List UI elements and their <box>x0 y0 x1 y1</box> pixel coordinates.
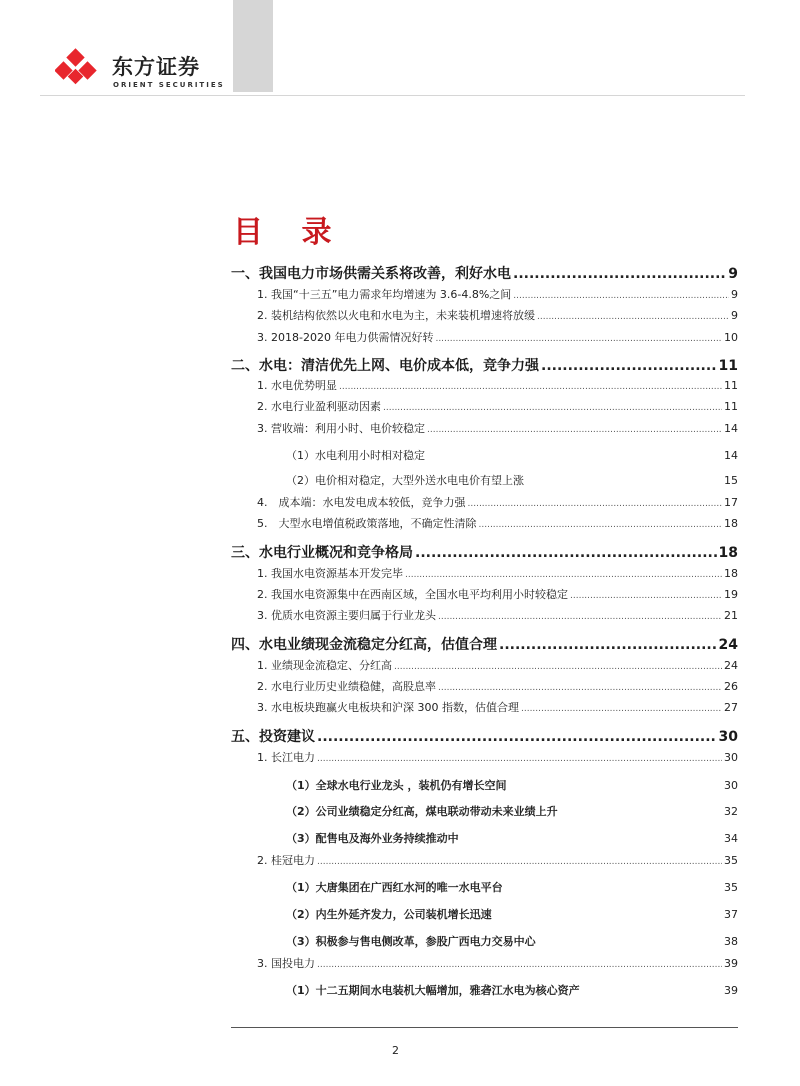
toc-entry-label: 一、我国电力市场供需关系将改善，利好水电 <box>231 266 511 282</box>
toc-entry-label: 3. 国投电力 <box>257 957 315 970</box>
toc-page-number: 14 <box>724 422 738 435</box>
toc-page-number: 35 <box>724 881 738 894</box>
toc-entry-label: 2. 水电行业盈利驱动因素 <box>257 400 381 413</box>
toc-entry-label: 1. 我国水电资源基本开发完毕 <box>257 567 403 580</box>
toc-page-number: 21 <box>724 609 738 622</box>
toc-leader-dots <box>339 382 722 392</box>
toc-section[interactable] <box>231 542 738 562</box>
toc-entry-label: 5. 大型水电增值税政策落地，不确定性清除 <box>257 517 477 530</box>
toc-entry-label: 五、投资建议 <box>231 729 315 745</box>
toc-leader-dots <box>317 754 722 764</box>
toc-leader-dots <box>513 291 729 301</box>
toc-item[interactable] <box>286 472 738 488</box>
toc-section[interactable] <box>231 634 738 654</box>
toc-page-number: 24 <box>718 637 738 653</box>
toc-page-number: 38 <box>724 935 738 948</box>
toc-item[interactable] <box>286 447 738 463</box>
toc-entry-label: （1）全球水电行业龙头 ，装机仍有增长空间 <box>286 779 507 792</box>
orient-securities-logo <box>55 47 225 92</box>
toc-entry-label: 2. 水电行业历史业绩稳健，高股息率 <box>257 680 436 693</box>
toc-leader-dots <box>570 591 722 601</box>
toc-subsection[interactable] <box>257 657 738 673</box>
toc-page-number: 9 <box>731 288 738 301</box>
toc-subsection[interactable] <box>257 678 738 694</box>
logo-mark-icon <box>55 47 103 87</box>
toc-entry-label: （2）公司业绩稳定分红高，煤电联动带动未来业绩上升 <box>286 805 558 818</box>
toc-leader-dots <box>435 334 722 344</box>
toc-leader-dots <box>479 520 723 530</box>
toc-subsection[interactable] <box>257 494 738 510</box>
toc-subsection[interactable] <box>257 515 738 531</box>
footer-rule <box>231 1027 738 1028</box>
toc-leader-dots <box>468 499 723 509</box>
toc-item[interactable] <box>286 830 738 846</box>
toc-leader-dots <box>427 425 722 435</box>
toc-entry-label: （2）电价相对稳定，大型外送水电电价有望上涨 <box>286 474 524 487</box>
toc-section[interactable] <box>231 263 738 283</box>
toc-item[interactable] <box>286 777 738 793</box>
toc-entry-label: （1）十二五期间水电装机大幅增加，雅砻江水电为核心资产 <box>286 984 580 997</box>
page-number: 2 <box>392 1044 399 1057</box>
toc-page-number: 27 <box>724 701 738 714</box>
toc-page-number: 32 <box>724 805 738 818</box>
toc-section[interactable] <box>231 726 738 746</box>
toc-entry-label: 3. 水电板块跑赢火电板块和沪深 300 指数，估值合理 <box>257 701 519 714</box>
toc-page-number: 18 <box>718 545 738 561</box>
toc-leader-dots <box>438 612 722 622</box>
toc-leader-dots <box>521 704 722 714</box>
toc-page-number: 9 <box>728 266 738 282</box>
toc-subsection[interactable] <box>257 955 738 971</box>
toc-entry-label: 2. 装机结构依然以火电和水电为主，未来装机增速将放缓 <box>257 309 535 322</box>
toc-page-number: 34 <box>724 832 738 845</box>
toc-entry-label: 2. 桂冠电力 <box>257 854 315 867</box>
toc-leader-dots <box>317 960 722 970</box>
header-rule <box>40 95 745 96</box>
toc-page-number: 39 <box>724 984 738 997</box>
toc-entry-label: 三、水电行业概况和竞争格局 <box>231 545 413 561</box>
toc-page-number: 37 <box>724 908 738 921</box>
toc-item[interactable] <box>286 982 738 998</box>
toc-leader-dots <box>537 312 729 322</box>
toc-item[interactable] <box>286 933 738 949</box>
toc-leader-dots <box>499 637 717 653</box>
toc-page-number: 10 <box>724 331 738 344</box>
toc-page-number: 18 <box>724 567 738 580</box>
toc-page-number: 19 <box>724 588 738 601</box>
toc-leader-dots <box>394 662 722 672</box>
toc-entry-label: 1. 水电优势明显 <box>257 379 337 392</box>
toc-leader-dots <box>438 683 722 693</box>
toc-subsection[interactable] <box>257 377 738 393</box>
toc-item[interactable] <box>286 906 738 922</box>
toc-entry-label: 1. 长江电力 <box>257 751 315 764</box>
toc-page-number: 11 <box>724 400 738 413</box>
toc-entry-label: （1）大唐集团在广西红水河的唯一水电平台 <box>286 881 503 894</box>
logo-english-name: ORIENT SECURITIES <box>113 81 225 89</box>
toc-page-number: 9 <box>731 309 738 322</box>
toc-subsection[interactable] <box>257 286 738 302</box>
toc-entry-label: 四、水电业绩现金流稳定分红高，估值合理 <box>231 637 497 653</box>
toc-page-number: 24 <box>724 659 738 672</box>
toc-entry-label: （1）水电利用小时相对稳定 <box>286 449 425 462</box>
toc-leader-dots <box>317 857 722 867</box>
toc-entry-label: 3. 2018-2020 年电力供需情况好转 <box>257 331 434 344</box>
toc-page-number: 18 <box>724 517 738 530</box>
toc-page-number: 30 <box>724 779 738 792</box>
toc-page-number: 15 <box>724 474 738 487</box>
toc-entry-label: 3. 营收端：利用小时、电价较稳定 <box>257 422 425 435</box>
toc-entry-label: （2）内生外延齐发力，公司装机增长迅速 <box>286 908 492 921</box>
toc-title: 目 录 <box>233 215 346 250</box>
toc-page-number: 26 <box>724 680 738 693</box>
toc-subsection[interactable] <box>257 699 738 715</box>
toc-page-number: 11 <box>724 379 738 392</box>
toc-subsection[interactable] <box>257 398 738 414</box>
toc-entry-label: 1. 我国“十三五”电力需求年均增速为 3.6-4.8%之间 <box>257 288 512 301</box>
toc-leader-dots <box>383 403 722 413</box>
toc-subsection[interactable] <box>257 329 738 345</box>
toc-leader-dots <box>317 729 717 745</box>
toc-page-number: 39 <box>724 957 738 970</box>
toc-page-number: 14 <box>724 449 738 462</box>
toc-entry-label: （3）配售电及海外业务持续推动中 <box>286 832 459 845</box>
toc-subsection[interactable] <box>257 420 738 436</box>
header-band <box>233 0 273 92</box>
toc-page-number: 17 <box>724 496 738 509</box>
logo-chinese-name: 东方证券 <box>112 55 200 79</box>
toc-page-number: 11 <box>718 358 738 374</box>
toc-entry-label: 1. 业绩现金流稳定、分红高 <box>257 659 392 672</box>
toc-leader-dots <box>415 545 717 561</box>
toc-leader-dots <box>405 570 722 580</box>
toc-entry-label: （3）积极参与售电侧改革，参股广西电力交易中心 <box>286 935 536 948</box>
toc-entry-label: 二、水电：清洁优先上网、电价成本低，竞争力强 <box>231 358 539 374</box>
toc-subsection[interactable] <box>257 586 738 602</box>
toc-entry-label: 3. 优质水电资源主要归属于行业龙头 <box>257 609 436 622</box>
toc-subsection[interactable] <box>257 565 738 581</box>
toc-page-number: 35 <box>724 854 738 867</box>
toc-subsection[interactable] <box>257 852 738 868</box>
toc-section[interactable] <box>231 355 738 375</box>
toc-subsection[interactable] <box>257 607 738 623</box>
toc-subsection[interactable] <box>257 307 738 323</box>
toc-subsection[interactable] <box>257 749 738 765</box>
toc-entry-label: 2. 我国水电资源集中在西南区域，全国水电平均利用小时较稳定 <box>257 588 568 601</box>
toc-page-number: 30 <box>724 751 738 764</box>
toc-leader-dots <box>541 358 717 374</box>
toc-entry-label: 4. 成本端：水电发电成本较低，竞争力强 <box>257 496 466 509</box>
toc-item[interactable] <box>286 803 738 819</box>
toc-item[interactable] <box>286 879 738 895</box>
toc-leader-dots <box>513 266 726 282</box>
toc-page-number: 30 <box>718 729 738 745</box>
